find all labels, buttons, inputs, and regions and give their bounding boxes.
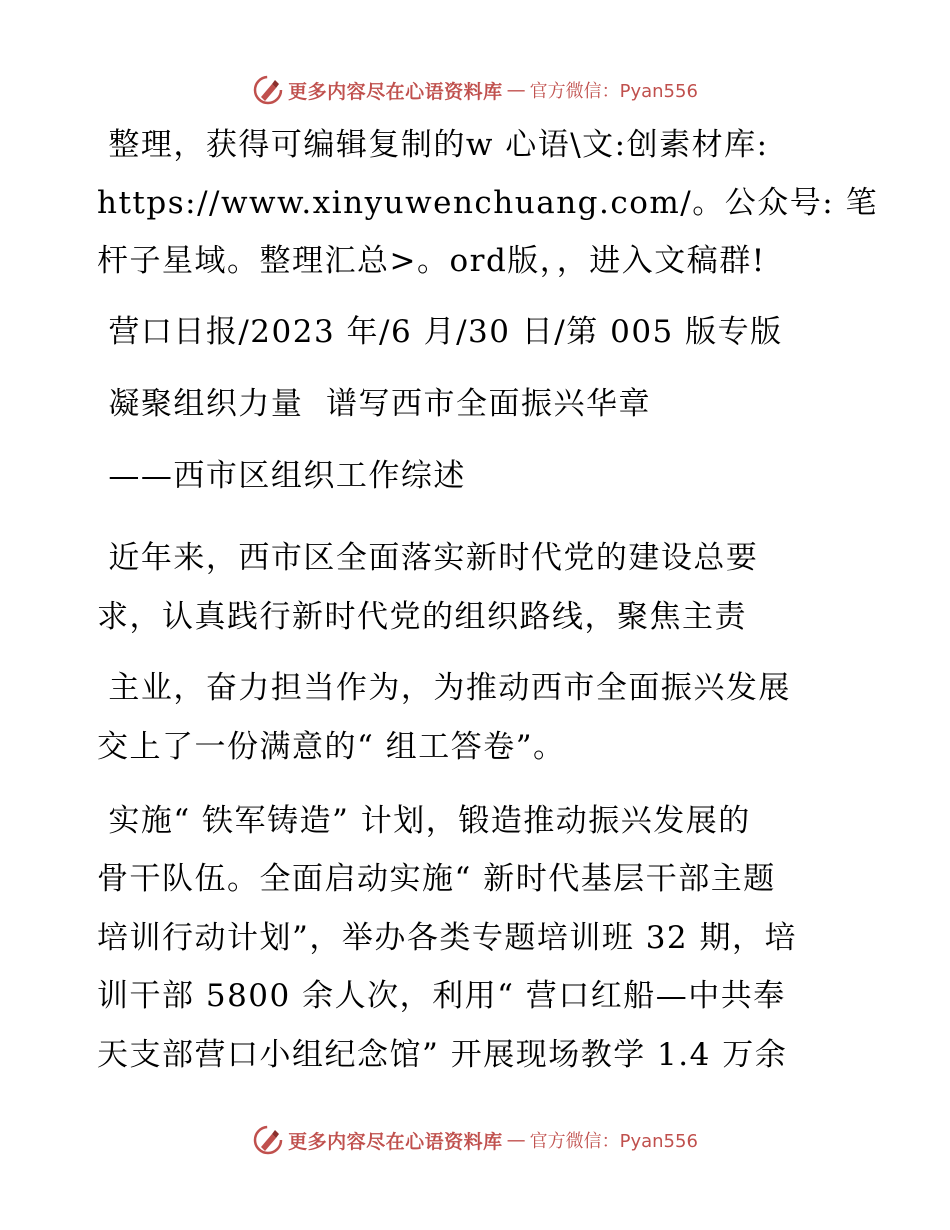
body-line: 营口日报/2023 年/6 月/30 日/第 005 版专版 — [97, 314, 783, 350]
footer-wechat-text: 官方微信：Pyan556 — [529, 1131, 698, 1152]
header-wechat-text: 官方微信：Pyan556 — [529, 81, 698, 102]
body-line: 训干部 5800 余人次，利用“ 营口红船—中共奉 — [97, 978, 786, 1014]
body-line: https://www.xinyuwenchuang.com/。公众号: 笔 — [97, 185, 879, 221]
header-watermark-banner — [0, 68, 950, 112]
body-line: 实施“ 铁军铸造” 计划，锻造推动振兴发展的 — [97, 803, 751, 839]
pen-nib-logo-icon — [252, 1124, 284, 1156]
body-line: ——西市区组织工作综述 — [97, 458, 466, 494]
body-line: 交上了一份满意的“ 组工答卷”。 — [97, 729, 566, 765]
body-line: 凝聚组织力量 谱写西市全面振兴华章 — [97, 386, 652, 422]
footer-separator: — — [506, 1129, 526, 1151]
body-line: 天支部营口小组纪念馆” 开展现场教学 1.4 万余 — [97, 1037, 788, 1073]
pen-nib-logo-icon — [252, 74, 284, 106]
header-site-text: 更多内容尽在心语资料库 — [288, 80, 503, 103]
body-line: 整理，获得可编辑复制的w 心语\文:创素材库: — [97, 127, 769, 163]
body-line: 近年来，西市区全面落实新时代党的建设总要 — [97, 540, 759, 576]
body-line: 骨干队伍。全面启动实施“ 新时代基层干部主题 — [97, 861, 776, 897]
body-line: 杆子星域。整理汇总>。ord版，，进入文稿群! — [97, 243, 766, 279]
footer-watermark-banner — [0, 1118, 950, 1162]
header-separator: — — [506, 79, 526, 101]
footer-site-text: 更多内容尽在心语资料库 — [288, 1130, 503, 1153]
body-line: 培训行动计划”，举办各类专题培训班 32 期，培 — [97, 920, 798, 956]
body-line: 主业，奋力担当作为，为推动西市全面振兴发展 — [97, 670, 791, 706]
body-line: 求，认真践行新时代党的组织路线，聚焦主责 — [97, 599, 747, 635]
